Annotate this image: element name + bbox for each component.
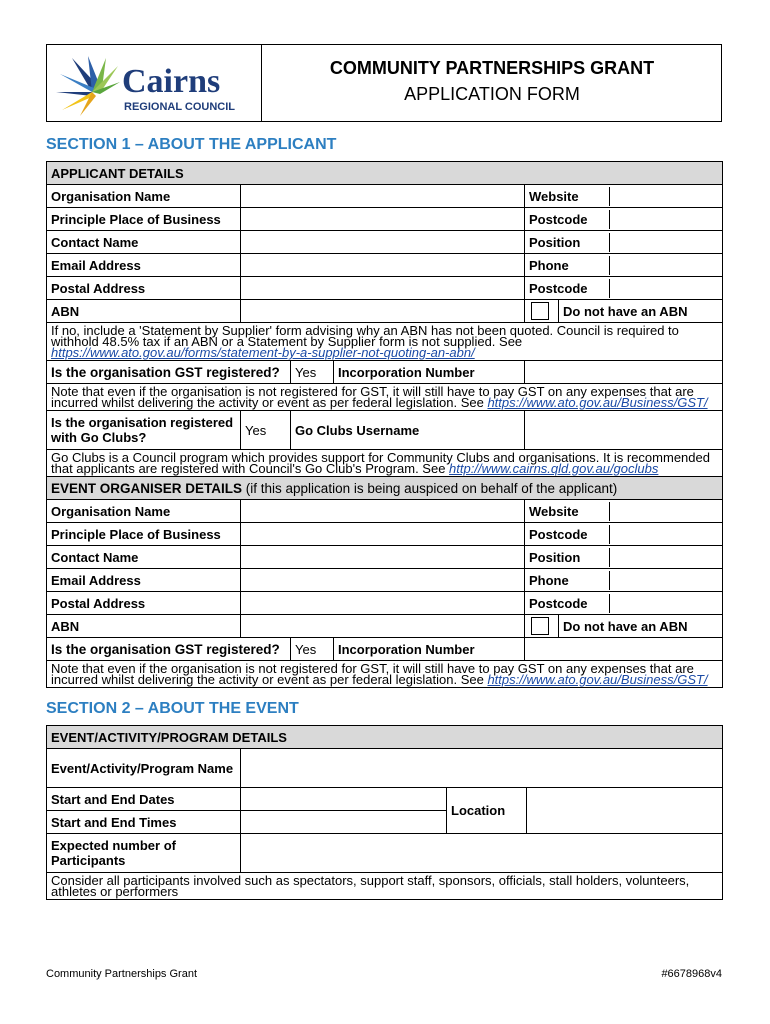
abn-label: ABN: [47, 300, 241, 323]
email-input[interactable]: [241, 254, 525, 277]
abn-input[interactable]: [241, 300, 525, 323]
header-divider: [261, 44, 262, 122]
no-abn-label: Do not have an ABN: [559, 300, 723, 323]
website2-input[interactable]: [610, 502, 722, 521]
footer-left: Community Partnerships Grant: [46, 968, 197, 980]
gst2-link[interactable]: https://www.ato.gov.au/Business/GST/: [487, 672, 708, 687]
applicant-details-band: APPLICANT DETAILS: [47, 162, 723, 185]
footer-right: #6678968v4: [661, 968, 722, 980]
participants-note: Consider all participants involved such as spectators, support staff, sponsors, officials, stall holders, volunteers, athletes or performers: [47, 873, 723, 900]
gst2-note: [47, 661, 723, 688]
postcode-label: Postcode: [525, 210, 610, 229]
goclubs-yes[interactable]: Yes: [241, 411, 291, 450]
postcode4-input[interactable]: [610, 594, 722, 613]
event-name-input[interactable]: [241, 749, 723, 788]
phone2-input[interactable]: [610, 571, 722, 590]
postal-label: Postal Address: [47, 277, 241, 300]
applicant-details-table: [46, 161, 723, 688]
goclubs-link[interactable]: http://www.cairns.qld.gov.au/goclubs: [449, 461, 659, 476]
abn-note: [47, 323, 723, 361]
contact-name-input[interactable]: [241, 231, 525, 254]
start-end-dates-input[interactable]: [241, 788, 447, 811]
section1-heading: SECTION 1 – ABOUT THE APPLICANT: [46, 136, 337, 153]
email2-input[interactable]: [241, 569, 525, 592]
incorporation-label: Incorporation Number: [334, 361, 525, 384]
position-input[interactable]: [610, 233, 722, 252]
abn2-label: ABN: [47, 615, 241, 638]
org-name-input[interactable]: [241, 185, 525, 208]
org-name-label: Organisation Name: [47, 185, 241, 208]
postal-input[interactable]: [241, 277, 525, 300]
form-subtitle: APPLICATION FORM: [404, 84, 580, 104]
location-input[interactable]: [527, 788, 723, 834]
event-name-label: Event/Activity/Program Name: [47, 749, 241, 788]
svg-text:Cairns: Cairns: [122, 63, 221, 100]
gst2-yes[interactable]: Yes: [291, 638, 334, 661]
website-input[interactable]: [610, 187, 722, 206]
principle-place2-input[interactable]: [241, 523, 525, 546]
postcode3-label: Postcode: [525, 525, 610, 544]
postal2-label: Postal Address: [47, 592, 241, 615]
goclubs-note-text: Go Clubs is a Council program which provides support for Community Clubs and organisations. It is recommended that applicants are registered with Council's Go Club's Program. See: [51, 450, 710, 476]
gst-yes[interactable]: Yes: [291, 361, 334, 384]
organiser-band-note: (if this application is being auspiced on behalf of the applicant): [242, 480, 618, 496]
incorporation-input[interactable]: [525, 361, 723, 384]
postcode-input[interactable]: [610, 210, 722, 229]
principle-place2-label: Principle Place of Business: [47, 523, 241, 546]
participants-label: Expected number of Participants: [47, 834, 241, 873]
gst-note-text: Note that even if the organisation is not registered for GST, it will still have to pay GST on any expenses that are incurred whilst delivering the activity or event as per federal legislation. See: [51, 384, 694, 410]
phone-label: Phone: [525, 256, 610, 275]
position-label: Position: [525, 233, 610, 252]
abn-link[interactable]: https://www.ato.gov.au/forms/statement-by-a-supplier-not-quoting-an-abn/: [51, 345, 475, 360]
goclubs-note: [47, 450, 723, 477]
website-label: Website: [525, 187, 610, 206]
no-abn-checkbox[interactable]: [531, 302, 549, 320]
start-end-times-label: Start and End Times: [47, 811, 241, 834]
location-label: Location: [447, 788, 527, 834]
postal2-input[interactable]: [241, 592, 525, 615]
org-name2-label: Organisation Name: [47, 500, 241, 523]
abn-note-text: If no, include a 'Statement by Supplier' form advising why an ABN has not been quoted. Council is required to withhold 48.5% tax if an ABN or a Statement by Supplier form is not supplied. See: [51, 323, 679, 349]
goclubs-question: Is the organisation registered with Go Clubs?: [47, 411, 241, 450]
gst-question: Is the organisation GST registered?: [47, 361, 291, 384]
position2-label: Position: [525, 548, 610, 567]
no-abn2-checkbox[interactable]: [531, 617, 549, 635]
email-label: Email Address: [47, 254, 241, 277]
start-end-times-input[interactable]: [241, 811, 447, 834]
contact-name-label: Contact Name: [47, 231, 241, 254]
principle-place-input[interactable]: [241, 208, 525, 231]
goclubs-username-input[interactable]: [525, 411, 723, 450]
postcode4-label: Postcode: [525, 594, 610, 613]
participants-input[interactable]: [241, 834, 723, 873]
gst2-note-text: Note that even if the organisation is not registered for GST, it will still have to pay GST on any expenses that are incurred whilst delivering the activity or event as per federal legislation. See: [51, 661, 694, 687]
contact-name2-input[interactable]: [241, 546, 525, 569]
gst-note: [47, 384, 723, 411]
start-end-dates-label: Start and End Dates: [47, 788, 241, 811]
email2-label: Email Address: [47, 569, 241, 592]
principle-place-label: Principle Place of Business: [47, 208, 241, 231]
goclubs-username-label: Go Clubs Username: [291, 411, 525, 450]
contact-name2-label: Contact Name: [47, 546, 241, 569]
gst-link[interactable]: https://www.ato.gov.au/Business/GST/: [487, 395, 708, 410]
event-details-table: [46, 725, 723, 900]
logo-burst-icon: [56, 56, 120, 116]
no-abn2-label: Do not have an ABN: [559, 615, 723, 638]
org-name2-input[interactable]: [241, 500, 525, 523]
organiser-band: [47, 477, 723, 500]
website2-label: Website: [525, 502, 610, 521]
event-details-band: EVENT/ACTIVITY/PROGRAM DETAILS: [47, 726, 723, 749]
form-title: COMMUNITY PARTNERSHIPS GRANT: [329, 58, 655, 78]
section2-heading: SECTION 2 – ABOUT THE EVENT: [46, 700, 299, 717]
organiser-band-title: EVENT ORGANISER DETAILS: [51, 480, 243, 496]
cairns-logo: [52, 52, 258, 118]
svg-text:REGIONAL COUNCIL: REGIONAL COUNCIL: [124, 101, 236, 113]
postcode3-input[interactable]: [610, 525, 722, 544]
position2-input[interactable]: [610, 548, 722, 567]
incorporation2-label: Incorporation Number: [334, 638, 525, 661]
no-abn-checkbox-cell: [525, 300, 559, 323]
postcode2-input[interactable]: [610, 279, 722, 298]
phone2-label: Phone: [525, 571, 610, 590]
postcode2-label: Postcode: [525, 279, 610, 298]
abn2-input[interactable]: [241, 615, 525, 638]
incorporation2-input[interactable]: [525, 638, 723, 661]
phone-input[interactable]: [610, 256, 722, 275]
no-abn2-checkbox-cell: [525, 615, 559, 638]
gst2-question: Is the organisation GST registered?: [47, 638, 291, 661]
